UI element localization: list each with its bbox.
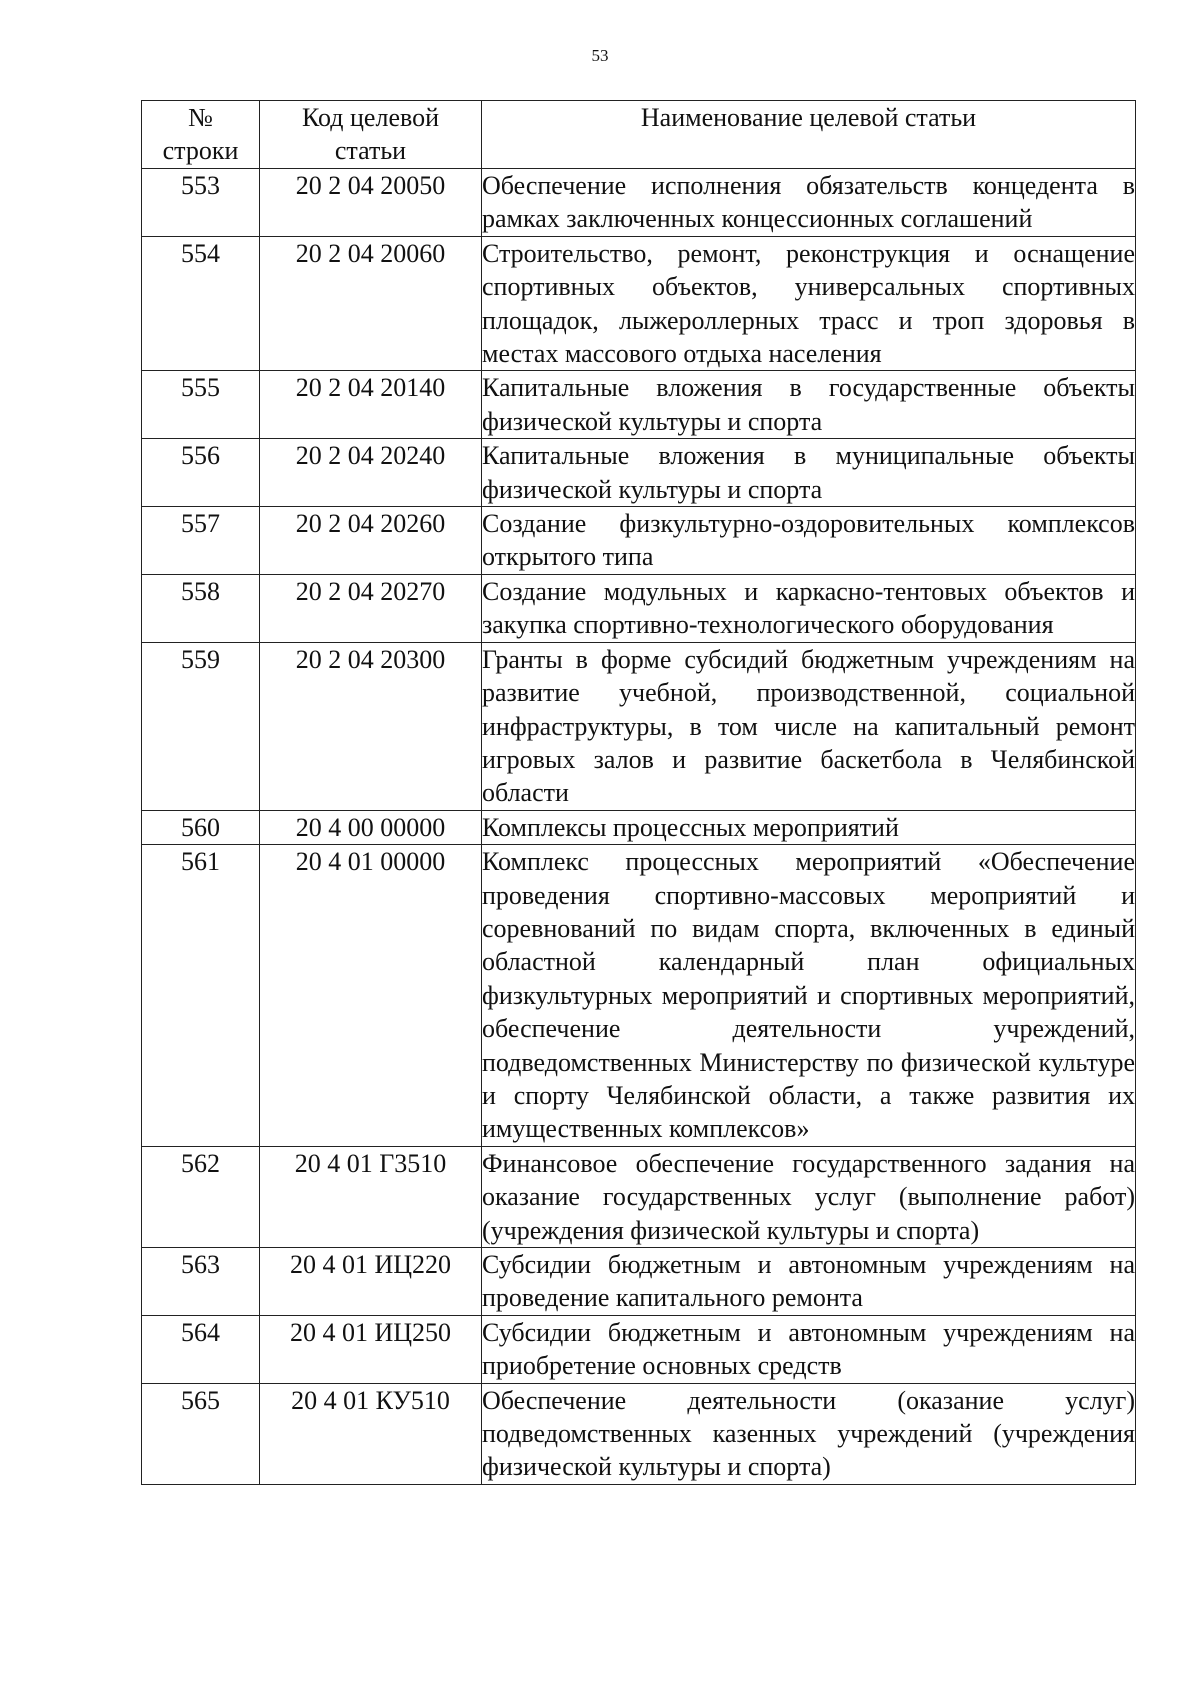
article-name: Комплекс процессных мероприятий «Обеспечение проведения спортивно-массовых мероприятий и соревнований по видам спорта, включенных в единый областной календарный план официальных физкультурных мероприятий и спортивных мероприятий, обеспечение деятельности учреждений, подведомственных Министерству по физической культуре и спорту Челябинской области, а также развития их имущественных комплексов» [482,845,1136,1147]
article-name: Гранты в форме субсидий бюджетным учреждениям на развитие учебной, производственной, социальной инфраструктуры, в том числе на капитальный ремонт игровых залов и развитие баскетбола в Челябинской области [482,642,1136,810]
article-name: Капитальные вложения в государственные объекты физической культуры и спорта [482,371,1136,439]
table-row [142,169,1136,237]
article-name: Финансовое обеспечение государственного задания на оказание государственных услуг (выполнение работ) (учреждения физической культуры и спорта) [482,1146,1136,1247]
article-code: 20 2 04 20060 [260,236,482,371]
article-code: 20 2 04 20140 [260,371,482,439]
header-article-code-line1: Код целевой [301,103,439,132]
header-row-number-line1: № [188,103,213,132]
header-row-number-line2: строки [162,136,239,166]
row-number: 559 [142,642,260,810]
table-row [142,1315,1136,1383]
row-number: 562 [142,1146,260,1247]
row-number: 560 [142,810,260,844]
table-row [142,1146,1136,1247]
article-code: 20 2 04 20270 [260,574,482,642]
row-number: 564 [142,1315,260,1383]
article-code: 20 4 01 КУ510 [260,1383,482,1484]
table-row [142,236,1136,371]
row-number: 557 [142,507,260,575]
table-row [142,507,1136,575]
article-name: Комплексы процессных мероприятий [482,810,1136,844]
article-name: Обеспечение исполнения обязательств концедента в рамках заключенных концессионных соглашений [482,169,1136,237]
article-name: Субсидии бюджетным и автономным учреждениям на приобретение основных средств [482,1315,1136,1383]
table-row [142,810,1136,844]
article-name: Создание физкультурно-оздоровительных комплексов открытого типа [482,507,1136,575]
page-number: 53 [591,46,609,65]
table-row [142,371,1136,439]
article-name: Строительство, ремонт, реконструкция и оснащение спортивных объектов, универсальных спортивных площадок, лыжероллерных трасс и троп здоровья в местах массового отдыха населения [482,236,1136,371]
article-name: Обеспечение деятельности (оказание услуг) подведомственных казенных учреждений (учреждения физической культуры и спорта) [482,1383,1136,1484]
header-article-code-line2: статьи [334,136,407,166]
article-code: 20 2 04 20050 [260,169,482,237]
row-number: 553 [142,169,260,237]
row-number: 555 [142,371,260,439]
article-name: Создание модульных и каркасно-тентовых объектов и закупка спортивно-технологического оборудования [482,574,1136,642]
article-code: 20 4 01 Г3510 [260,1146,482,1247]
table-row [142,574,1136,642]
table-row [142,642,1136,810]
header-article-name: Наименование целевой статьи [482,101,1136,169]
article-code: 20 2 04 20300 [260,642,482,810]
row-number: 556 [142,439,260,507]
article-code: 20 2 04 20240 [260,439,482,507]
article-code: 20 4 00 00000 [260,810,482,844]
header-article-code [260,101,482,169]
article-code: 20 4 01 00000 [260,845,482,1147]
row-number: 554 [142,236,260,371]
table-row [142,845,1136,1147]
table-header-row [142,101,1136,169]
article-name: Капитальные вложения в муниципальные объекты физической культуры и спорта [482,439,1136,507]
article-code: 20 2 04 20260 [260,507,482,575]
table-row [142,1248,1136,1316]
article-code: 20 4 01 ИЦ220 [260,1248,482,1316]
article-name: Субсидии бюджетным и автономным учреждениям на проведение капитального ремонта [482,1248,1136,1316]
table-row [142,1383,1136,1484]
row-number: 563 [142,1248,260,1316]
row-number: 561 [142,845,260,1147]
table-row [142,439,1136,507]
row-number: 565 [142,1383,260,1484]
header-row-number [142,101,260,169]
row-number: 558 [142,574,260,642]
target-articles-table [141,100,1136,1485]
article-code: 20 4 01 ИЦ250 [260,1315,482,1383]
